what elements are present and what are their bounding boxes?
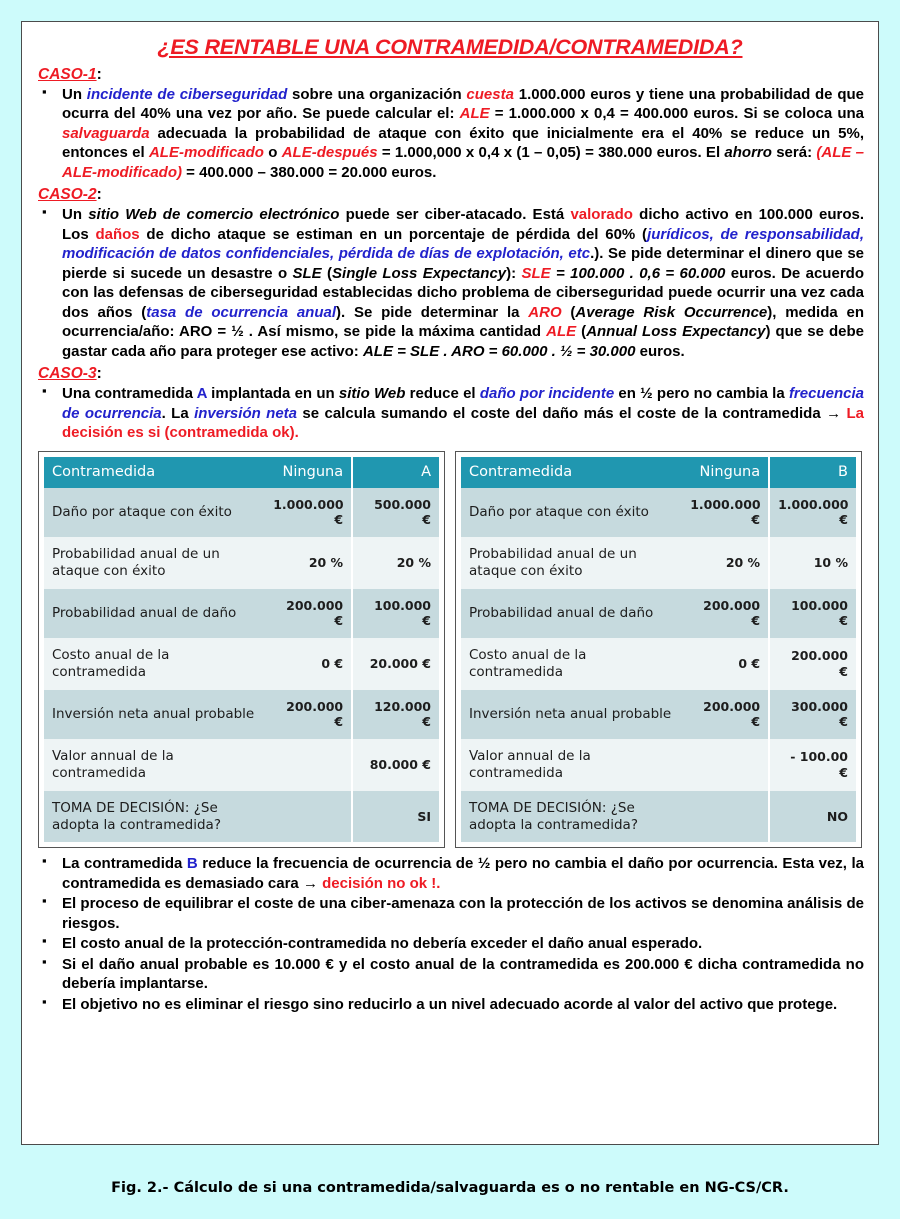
row-value-cm: 500.000 €	[352, 488, 439, 537]
c1-f8: salvaguarda	[62, 124, 150, 142]
cc1-f3: reduce la frecuencia de ocurrencia de ½ pero no cambia el daño por ocurrencia. Esta vez, la contramedida es demasiado cara	[62, 855, 864, 892]
row-label: Daño por ataque con éxito	[44, 488, 265, 537]
c2-f15: = 100.000 . 0,6 = 60.000	[550, 264, 726, 282]
case-1-label-text: CASO-1	[38, 65, 97, 83]
c1-f16: (ALE – ALE-modificado)	[62, 144, 865, 181]
row-value-none: 200.000 €	[682, 589, 769, 638]
row-value-cm: 1.000.000 €	[769, 488, 856, 537]
c3-f4: sitio Web	[338, 385, 406, 403]
row-value-cm: 300.000 €	[769, 690, 856, 739]
case-3-label-text: CASO-3	[38, 365, 97, 383]
c2-f7: de dicho ataque se estiman en un porcentaje de pérdida del 60% (	[139, 225, 648, 243]
conclusion-bullet-1	[36, 854, 864, 893]
table-row	[44, 690, 439, 739]
table-row	[461, 638, 856, 690]
case-1-label	[38, 66, 864, 84]
c1-f17: = 400.000 – 380.000 = 20.000 euros.	[182, 163, 437, 181]
table-row	[461, 589, 856, 638]
row-value-none	[265, 739, 352, 791]
table-row	[461, 537, 856, 589]
table-row	[44, 488, 439, 537]
c1-f11: o	[263, 144, 282, 162]
row-value-cm: 20 %	[352, 537, 439, 589]
row-value-none: 200.000 €	[682, 690, 769, 739]
row-value-none: 20 %	[682, 537, 769, 589]
figure-caption: Fig. 2.- Cálculo de si una contramedida/salvaguarda es o no rentable en NG-CS/CR.	[111, 1180, 789, 1196]
table-row	[44, 638, 439, 690]
c3-f8: frecuencia de ocurrencia	[62, 385, 864, 422]
c2-f3: puede ser ciber-atacado. Está	[339, 206, 571, 224]
c2-f25: Annual Loss Expectancy	[586, 323, 766, 341]
row-label: Inversión neta anual probable	[44, 690, 265, 739]
row-label: Costo anual de la contramedida	[44, 638, 265, 690]
c3-f2: A	[196, 385, 207, 403]
c2-f2: sitio Web de comercio electrónico	[88, 206, 340, 224]
row-value-none	[682, 791, 769, 843]
cc1-f1: La contramedida	[62, 855, 187, 873]
case-3-list	[36, 384, 864, 443]
case-2-list	[36, 205, 864, 361]
table-b-header-cm: B	[769, 457, 856, 488]
row-label: Probabilidad anual de un ataque con éxito	[44, 537, 265, 589]
c3-f3: implantada en un	[206, 385, 339, 403]
c3-f13: La decisión es si (contramedida ok).	[62, 404, 865, 442]
c1-f9: adecuada la probabilidad de ataque con éxito que inicialmente era el 40% se reduce un 5%, entonces el	[62, 124, 864, 162]
table-b-header-row	[461, 457, 856, 488]
c1-f7: = 1.000.000 x 0,4 = 400.000 euros. Si se coloca una	[489, 105, 864, 123]
c2-f12: Single Loss Expectancy	[332, 264, 507, 282]
c2-f16: euros. De acuerdo con las defensas de ciberseguridad establecidas dicho problema de ciberseguridad puede ocurrir una vez cada dos años (	[62, 264, 864, 321]
c2-f9: .). Se pide determinar el dinero que se pierde si sucede un desastre o	[62, 245, 864, 282]
row-value-none: 20 %	[265, 537, 352, 589]
c3-f12: →	[826, 404, 847, 422]
case-3-bullet	[36, 384, 864, 443]
c2-f24: (	[576, 323, 587, 341]
row-value-cm: 100.000 €	[769, 589, 856, 638]
table-row	[44, 589, 439, 638]
case-3-colon: :	[96, 365, 102, 383]
cc1-f5: decisión no ok !.	[322, 874, 441, 892]
row-label: Probabilidad anual de daño	[44, 589, 265, 638]
case-2-label-text: CASO-2	[38, 186, 97, 204]
conclusion-bullet-2: ▪ El proceso de equilibrar el coste de una ciber-amenaza con la protección de los activos se denomina análisis de riesgos.	[36, 894, 864, 933]
cc1-f2: B	[186, 855, 198, 873]
content-box	[21, 21, 879, 1145]
c2-f11: (	[321, 264, 333, 282]
row-value-cm: 10 %	[769, 537, 856, 589]
conclusion-bullet-3: ▪ El costo anual de la protección-contramedida no debería exceder el daño anual esperado.	[36, 934, 864, 954]
row-label: Valor annual de la contramedida	[461, 739, 682, 791]
row-value-cm: - 100.00 €	[769, 739, 856, 791]
row-value-cm: 80.000 €	[352, 739, 439, 791]
c1-f2: incidente de ciberseguridad	[86, 85, 288, 103]
c2-f5: dicho activo en 100.000 euros. Los	[62, 206, 865, 243]
row-value-none: 1.000.000 €	[682, 488, 769, 537]
row-value-none	[682, 739, 769, 791]
table-a-header-label: Contramedida	[44, 457, 265, 488]
table-frame-b	[455, 451, 862, 849]
table-b-header-none: Ninguna	[682, 457, 769, 488]
c2-f14: SLE	[521, 264, 551, 282]
row-label: Daño por ataque con éxito	[461, 488, 682, 537]
row-value-cm: 120.000 €	[352, 690, 439, 739]
c3-f11: se calcula sumando el coste del daño más el coste de la contramedida	[297, 404, 827, 422]
c3-f1: Una contramedida	[62, 385, 197, 403]
c1-f6: ALE	[459, 105, 490, 123]
table-b-header-label: Contramedida	[461, 457, 682, 488]
c2-f19: ARO	[528, 303, 562, 321]
c1-f15: será:	[771, 144, 817, 162]
row-label: Inversión neta anual probable	[461, 690, 682, 739]
case-3-label	[38, 365, 864, 383]
c1-f13: = 1.000,000 x 0,4 x (1 – 0,05) = 380.000 euros. El	[377, 144, 725, 162]
row-value-cm: NO	[769, 791, 856, 843]
case-1-bullet	[36, 85, 864, 183]
cc1-f4: →	[302, 874, 323, 892]
table-frame-a	[38, 451, 445, 849]
c2-f27: ALE = SLE . ARO = 60.000 . ½ = 30.000	[362, 342, 636, 360]
row-label: Costo anual de la contramedida	[461, 638, 682, 690]
c2-f18: ). Se pide determinar la	[336, 303, 529, 321]
risk-table-b	[461, 457, 856, 843]
c2-f20: (	[561, 303, 576, 321]
c2-f17: tasa de ocurrencia anual	[146, 303, 336, 321]
table-row	[461, 791, 856, 843]
table-row	[44, 791, 439, 843]
c2-f13: ):	[506, 264, 522, 282]
table-row	[44, 537, 439, 589]
table-row	[461, 488, 856, 537]
c1-f1: Un	[62, 85, 87, 103]
table-row	[44, 739, 439, 791]
conclusion-bullet-5: ▪ El objetivo no es eliminar el riesgo sino reducirlo a un nivel adecuado acorde al valor del activo que protege.	[36, 995, 864, 1015]
c2-f23: ALE	[546, 323, 577, 341]
case-2-colon: :	[96, 186, 102, 204]
table-a-header-cm: A	[352, 457, 439, 488]
row-label: Probabilidad anual de daño	[461, 589, 682, 638]
c2-f21: Average Risk Occurrence	[575, 303, 768, 321]
row-label: TOMA DE DECISIÓN: ¿Se adopta la contramedida?	[44, 791, 265, 843]
row-label: TOMA DE DECISIÓN: ¿Se adopta la contramedida?	[461, 791, 682, 843]
c3-f6: daño por incidente	[479, 385, 615, 403]
table-a-header-none: Ninguna	[265, 457, 352, 488]
conclusion-bullet-4: ▪ Si el daño anual probable es 10.000 € y el costo anual de la contramedida es 200.000 € dicha contramedida no debería implantarse.	[36, 955, 864, 994]
c1-f12: ALE-después	[281, 144, 378, 162]
row-value-cm: SI	[352, 791, 439, 843]
case-2-bullet	[36, 205, 864, 361]
c2-f26: ) que se debe gastar cada año para proteger ese activo:	[62, 323, 864, 360]
row-value-none: 0 €	[682, 638, 769, 690]
c2-f4: valorado	[570, 206, 633, 224]
case-1-colon: :	[96, 65, 102, 83]
case-2-label	[38, 186, 864, 204]
row-value-none: 0 €	[265, 638, 352, 690]
row-label: Valor annual de la contramedida	[44, 739, 265, 791]
row-value-cm: 20.000 €	[352, 638, 439, 690]
c2-f22: ), medida en ocurrencia/año: ARO = ½ . Así mismo, se pide la máxima cantidad	[62, 303, 864, 341]
row-value-cm: 200.000 €	[769, 638, 856, 690]
row-value-none	[265, 791, 352, 843]
c3-f10: inversión neta	[194, 404, 298, 422]
conclusions-list	[36, 854, 864, 1014]
c1-f3: sobre una organización	[287, 85, 467, 103]
row-value-cm: 100.000 €	[352, 589, 439, 638]
c2-f10: SLE	[292, 264, 322, 282]
c1-f14: ahorro	[724, 144, 772, 162]
c2-f6: daños	[95, 225, 140, 243]
table-a-header-row	[44, 457, 439, 488]
row-value-none: 200.000 €	[265, 589, 352, 638]
row-value-none: 1.000.000 €	[265, 488, 352, 537]
c1-f5: 1.000.000 euros y tiene una probabilidad de que ocurra del 40% una vez por año. Se puede calcular el:	[62, 85, 864, 123]
c3-f9: . La	[161, 404, 195, 422]
row-value-none: 200.000 €	[265, 690, 352, 739]
comparison-tables	[38, 451, 862, 849]
c2-f1: Un	[62, 206, 89, 224]
c1-f4: cuesta	[466, 85, 514, 103]
risk-table-a	[44, 457, 439, 843]
c2-f28: euros.	[635, 342, 685, 360]
c3-f5: reduce el	[405, 385, 480, 403]
c2-f8: jurídicos, de responsabilidad, modificación de datos confidenciales, pérdida de días de explotación, etc	[62, 225, 864, 263]
table-row	[461, 739, 856, 791]
table-row	[461, 690, 856, 739]
c1-f10: ALE-modificado	[148, 144, 264, 162]
row-label: Probabilidad anual de un ataque con éxito	[461, 537, 682, 589]
c3-f7: en ½ pero no cambia la	[614, 385, 789, 403]
page-title: ¿ES RENTABLE UNA CONTRAMEDIDA/CONTRAMEDIDA?	[157, 35, 743, 59]
case-1-list	[36, 85, 864, 183]
